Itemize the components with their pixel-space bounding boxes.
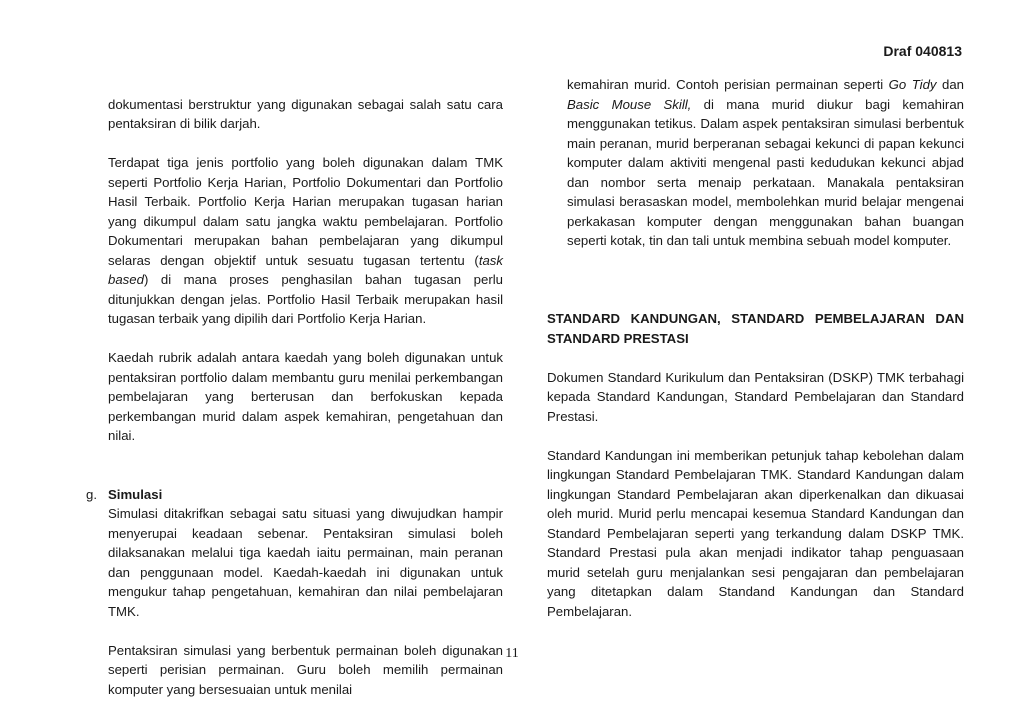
paragraph-simulasi-definition: Simulasi ditakrifkan sebagai satu situasi yang diwujudkan hampir menyerupai keadaan sebenar. Pentaksiran simulasi boleh dilaksanakan melalui tiga kaedah iaitu permainan, main peranan dan penggunaan model. Kaedah-kaedah ini digunakan untuk mengukur tahap pengetahuan, kemahiran dan nilai pembelajaran TMK. bbox=[108, 506, 503, 619]
paragraph-standard-kandungan: Standard Kandungan ini memberikan petunjuk tahap kebolehan dalam lingkungan Standard Pembelajaran TMK. Standard Kandungan dalam lingkungan Standard Pembelajaran akan diperkenalkan dan dikuasai oleh murid. Murid perlu mencapai kesemua Standard Kandungan dan Standard Pembelajaran seperti yang terkandung dalam DSKP TMK. Standard Prestasi pula akan menjadi indikator tahap penguasaan murid setelah guru menjalankan sesi pengajaran dan pembelajaran yang ditetapkan dalam Standand Kandungan dan Standard Pembelajaran. bbox=[547, 447, 964, 619]
paragraph-dskp: Dokumen Standard Kurikulum dan Pentaksiran (DSKP) TMK terbahagi kepada Standard Kandungan, Standard Pembelajaran dan Standard Prestasi. bbox=[547, 369, 964, 424]
list-marker: g. bbox=[86, 486, 97, 502]
section-simulasi bbox=[86, 485, 503, 700]
section-heading-standards: STANDARD KANDUNGAN, STANDARD PEMBELAJARAN DAN STANDARD PRESTASI bbox=[547, 311, 964, 346]
left-column bbox=[86, 75, 503, 699]
paragraph-rubric: Kaedah rubrik adalah antara kaedah yang boleh digunakan untuk pentaksiran portfolio dalam membantu guru menilai perkembangan pembelajaran yang berterusan dan berfokuskan kepada perkembangan murid dalam aspek kemahiran, pengetahuan dan nilai. bbox=[108, 350, 503, 443]
paragraph-simulasi-game: Pentaksiran simulasi yang berbentuk permainan boleh digunakan seperti perisian permainan. Guru boleh memilih permainan komputer yang bersesuaian untuk menilai bbox=[108, 642, 503, 697]
paragraph-skill-assessment: kemahiran murid. Contoh perisian permainan seperti Go Tidy dan Basic Mouse Skill, di mana murid diukur bagi kemahiran menggunakan tetikus. Dalam aspek pentaksiran simulasi berbentuk main peranan, murid berperanan sebagai kekunci di papan kekunci komputer dalam aktiviti mengenal pasti kedudukan kekunci abjad dan nombor serta menaip perkataan. Manakala pentaksiran simulasi berasaskan model, membolehkan murid belajar mengenai perkakasan komputer dengan menggunakan bahan buangan seperti kotak, tin dan tali untuk membina sebuah model komputer. bbox=[567, 77, 965, 248]
software-name-go-tidy: Go Tidy bbox=[888, 77, 937, 92]
draft-label: Draf 040813 bbox=[883, 43, 962, 59]
section-heading-simulasi: Simulasi bbox=[108, 486, 163, 502]
paragraph-documentation: dokumentasi berstruktur yang digunakan sebagai salah satu cara pentaksiran di bilik darjah. bbox=[108, 96, 503, 131]
task-based-term: task based bbox=[108, 252, 503, 287]
paragraph-portfolio-types: Terdapat tiga jenis portfolio yang boleh digunakan dalam TMK seperti Portfolio Kerja Harian, Portfolio Dokumentari dan Portfolio Hasil Terbaik. Portfolio Kerja Harian merupakan tugasan harian yang dikumpul dalam satu jangka waktu pembelajaran. Portfolio Dokumentari merupakan bahan pembelajaran yang dikumpul selaras dengan objektif untuk sesuatu tugasan tertentu (task based) di mana proses penghasilan bahan tugasan perlu ditunjukkan dengan jelas. Portfolio Hasil Terbaik merupakan hasil tugasan terbaik yang dipilih dari Portfolio Kerja Harian. bbox=[108, 155, 503, 326]
page-number: 11 bbox=[505, 646, 519, 661]
right-column bbox=[547, 75, 964, 621]
software-name-basic-mouse-skill: Basic Mouse Skill, bbox=[567, 96, 692, 112]
